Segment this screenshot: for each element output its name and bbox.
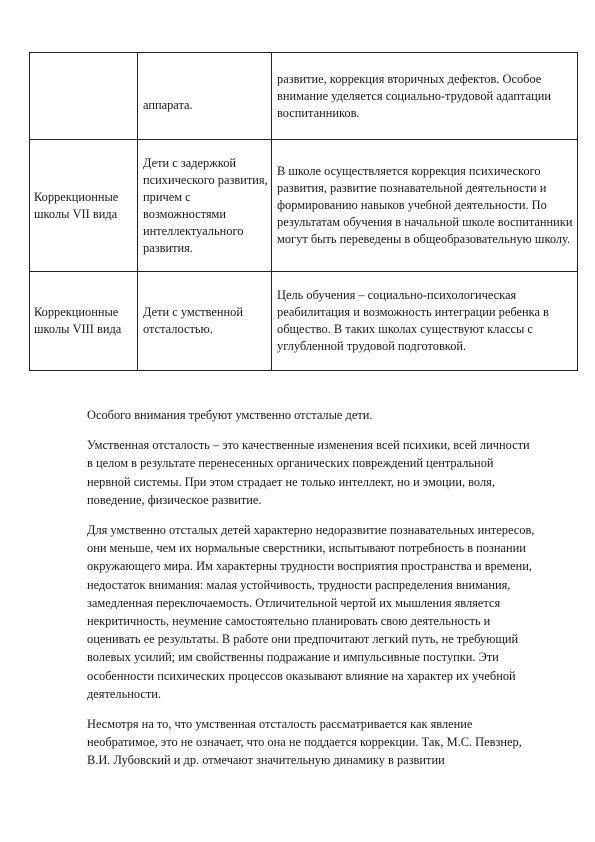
children-cell (138, 272, 272, 371)
school-type-text: Коррекционные школы VIII вида (34, 305, 122, 336)
paragraph: Несмотря на то, что умственная отсталость рассматривается как явление необратимое, это не означает, что она не поддается коррекции. Так, М.С. Певзнер, В.И. Лубовский и др. отмечают значительную динамику в развитии (87, 717, 522, 768)
school-type-cell (30, 53, 138, 140)
paragraph: Для умственно отсталых детей характерно недоразвитие познавательных интересов, они меньше, чем их нормальные сверстники, испытывают потребность в познании окружающего мира. Им характерны трудности восприятия пространства и времени, недостаток внимания: малая устойчивость, трудности распределения внимания, замедленная переключаемость. Отличительной чертой их мышления является некритичность, неумение самостоятельно планировать свою деятельность и оценивать ее результаты. В работе они предпочитают легкий путь, не требующий волевых усилий; им свойственны подражание и импульсивные поступки. Эти особенности психических процессов оказывают влияние на характер их учебной деятельности. (87, 523, 535, 701)
schools-table (29, 52, 578, 371)
description-cell (272, 272, 578, 371)
description-text: развитие, коррекция вторичных дефектов. Особое внимание уделяется социально-трудовой адаптации воспитанников. (277, 71, 551, 120)
children-cell (138, 140, 272, 272)
children-text: аппарата. (143, 97, 193, 112)
table-row (30, 140, 578, 272)
table-row (30, 272, 578, 371)
school-type-text: Коррекционные школы VII вида (34, 189, 119, 221)
paragraph: Умственная отсталость – это качественные изменения всей психики, всей личности в целом в результате перенесенных органических повреждений центральной нервной системы. При этом страдает не только интеллект, но и эмоции, воля, поведение, физическое развитие. (87, 438, 530, 507)
school-type-cell (30, 272, 138, 371)
table-row (30, 53, 578, 140)
children-text: Дети с умственной отсталостью. (143, 305, 243, 336)
description-text: В школе осуществляется коррекция психического развития, развитие познавательной деятельности и формированию навыков учебной деятельности. По результатам обучения в начальной школе воспитанники могут быть переведены в общеобразовательную школу. (277, 164, 573, 246)
school-type-cell (30, 140, 138, 272)
children-cell (138, 53, 272, 140)
body-text (87, 406, 537, 782)
paragraph: Особого внимания требуют умственно отсталые дети. (87, 408, 373, 422)
children-text: Дети с задержкой психического развития, причем с возможностями интеллектуального развития. (143, 155, 268, 255)
description-text: Цель обучения – социально-психологическая реабилитация и возможность интеграции ребенка в общество. В таких школах существуют классы с углубленной трудовой подготовкой. (277, 288, 549, 353)
description-cell (272, 53, 578, 140)
description-cell (272, 140, 578, 272)
